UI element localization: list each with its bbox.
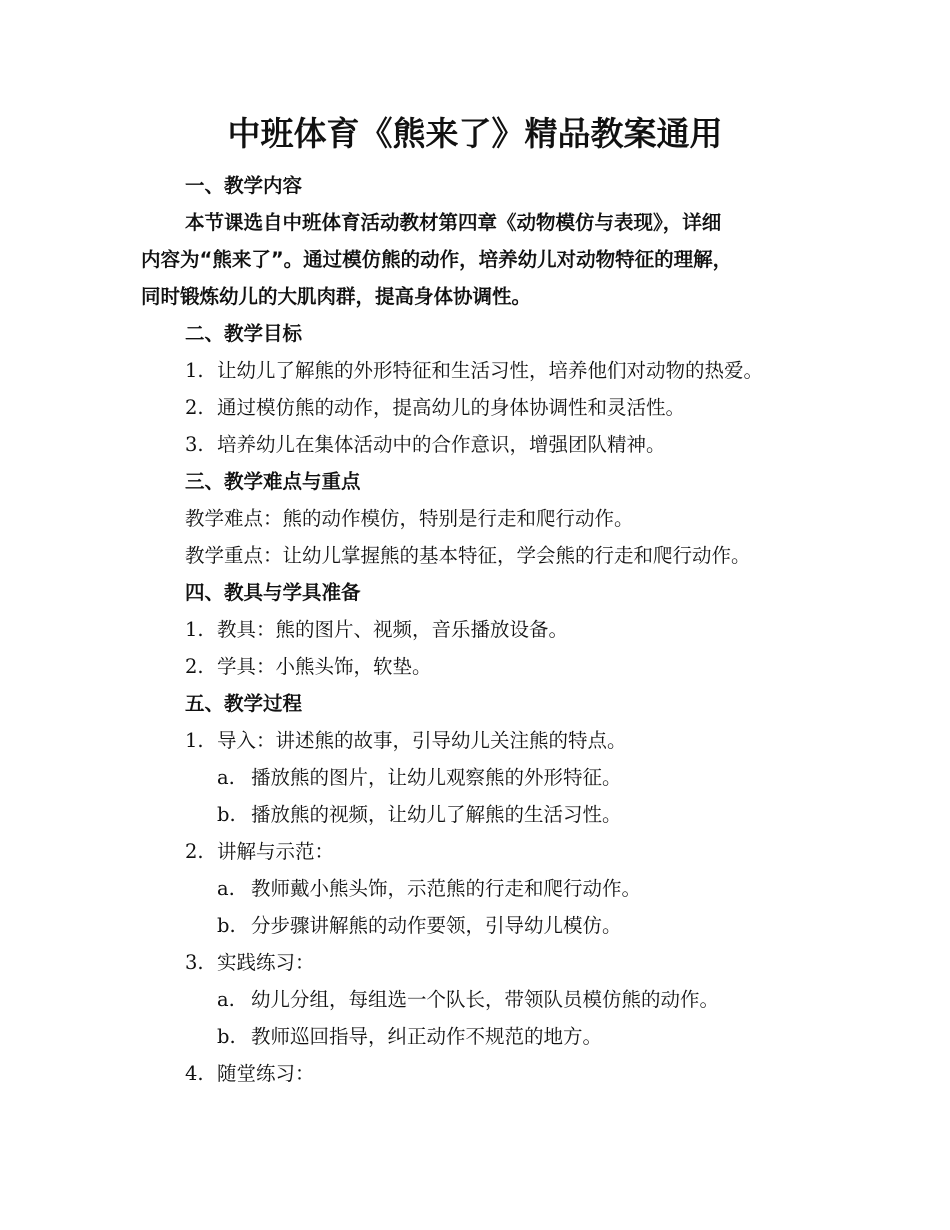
- sub-label: a.: [217, 877, 235, 900]
- list-number: 3.: [185, 433, 204, 456]
- list-text: 通过模仿熊的动作，提高幼儿的身体协调性和灵活性。: [217, 396, 686, 419]
- process-substep: [217, 1023, 602, 1051]
- process-substep: [217, 764, 622, 792]
- process-substep: [217, 986, 719, 1014]
- section-heading-process: 五、教学过程: [185, 692, 303, 715]
- sub-text: 分步骤讲解熊的动作要领，引导幼儿模仿。: [251, 914, 622, 937]
- process-step: [185, 1060, 315, 1088]
- content-paragraph-line: 同时锻炼幼儿的大肌肉群，提高身体协调性。: [141, 285, 532, 308]
- tools-item: [185, 653, 432, 681]
- list-number: 2.: [185, 655, 204, 678]
- document-title: 中班体育《熊来了》精品教案通用: [227, 114, 723, 153]
- sub-label: b.: [217, 1025, 236, 1048]
- sub-label: b.: [217, 803, 236, 826]
- list-text: 培养幼儿在集体活动中的合作意识，增强团队精神。: [217, 433, 666, 456]
- key-point-line: 教学重点：让幼儿掌握熊的基本特征，学会熊的行走和爬行动作。: [185, 544, 751, 567]
- difficulty-line: 教学难点：熊的动作模仿，特别是行走和爬行动作。: [185, 507, 634, 530]
- content-paragraph-line: 内容为“熊来了”。通过模仿熊的动作，培养幼儿对动物特征的理解，: [141, 248, 733, 271]
- list-number: 1.: [185, 359, 204, 382]
- sub-label: b.: [217, 914, 236, 937]
- sub-label: a.: [217, 766, 235, 789]
- sub-text: 播放熊的图片，让幼儿观察熊的外形特征。: [251, 766, 622, 789]
- sub-label: a.: [217, 988, 235, 1011]
- section-heading-content: 一、教学内容: [185, 174, 303, 197]
- list-number: 1.: [185, 729, 204, 752]
- section-heading-goals: 二、教学目标: [185, 322, 303, 345]
- goal-item: [185, 394, 685, 422]
- tools-item: [185, 616, 568, 644]
- process-substep: [217, 801, 622, 829]
- content-paragraph-line: 本节课选自中班体育活动教材第四章《动物模仿与表现》，详细: [185, 211, 722, 234]
- list-number: 4.: [185, 1062, 204, 1085]
- list-text: 随堂练习：: [217, 1062, 315, 1085]
- section-heading-difficulty: 三、教学难点与重点: [185, 470, 361, 493]
- goal-item: [185, 431, 666, 459]
- sub-text: 教师巡回指导，纠正动作不规范的地方。: [251, 1025, 603, 1048]
- list-number: 2.: [185, 840, 204, 863]
- list-number: 3.: [185, 951, 204, 974]
- list-text: 教具：熊的图片、视频，音乐播放设备。: [217, 618, 569, 641]
- list-text: 让幼儿了解熊的外形特征和生活习性，培养他们对动物的热爱。: [217, 359, 764, 382]
- process-step: [185, 949, 315, 977]
- sub-text: 播放熊的视频，让幼儿了解熊的生活习性。: [251, 803, 622, 826]
- process-step: [185, 727, 627, 755]
- process-step: [185, 838, 334, 866]
- sub-text: 幼儿分组，每组选一个队长，带领队员模仿熊的动作。: [251, 988, 720, 1011]
- process-substep: [217, 912, 622, 940]
- section-heading-tools: 四、教具与学具准备: [185, 581, 361, 604]
- list-number: 1.: [185, 618, 204, 641]
- list-text: 导入：讲述熊的故事，引导幼儿关注熊的特点。: [217, 729, 627, 752]
- list-text: 讲解与示范：: [217, 840, 335, 863]
- sub-text: 教师戴小熊头饰，示范熊的行走和爬行动作。: [251, 877, 642, 900]
- list-text: 学具：小熊头饰，软垫。: [217, 655, 432, 678]
- list-number: 2.: [185, 396, 204, 419]
- list-text: 实践练习：: [217, 951, 315, 974]
- process-substep: [217, 875, 641, 903]
- goal-item: [185, 357, 763, 385]
